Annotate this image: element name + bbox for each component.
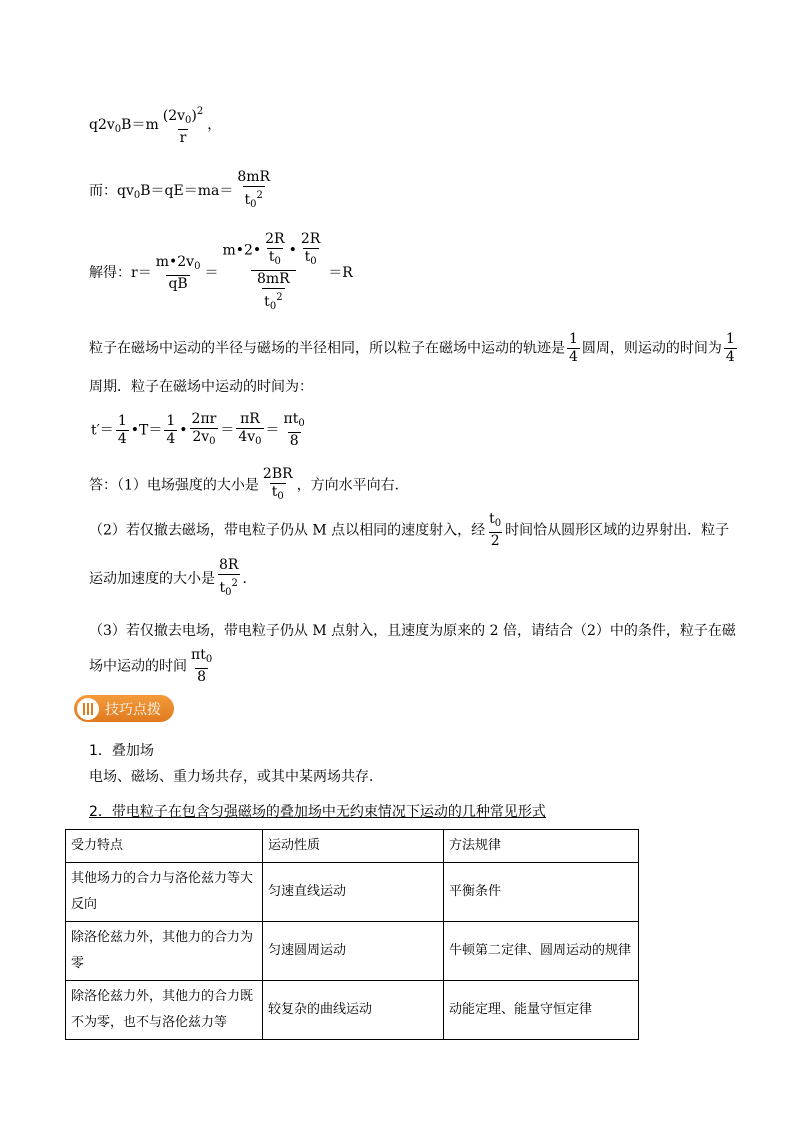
- table-cell: 其他场力的合力与洛伦兹力等大反向: [66, 863, 263, 922]
- table-header-cell: 受力特点: [66, 830, 263, 863]
- table-cell: 匀速直线运动: [263, 863, 444, 922]
- table-cell: 除洛伦兹力外，其他力的合力为零: [66, 922, 263, 981]
- table-row: [66, 981, 639, 1040]
- table-cell: 动能定理、能量守恒定律: [444, 981, 639, 1040]
- equation-3: 解得：r＝ $\frac{m•2v_0}{qB}$ ＝ m•2• $\frac{2R}{t_0}$ • $\frac{2R}{t_0}$ $\frac{8mR}{t_0^2}$ ＝R: [89, 231, 353, 312]
- tips-badge: [74, 695, 174, 722]
- paragraph-1b: 周期．粒子在磁场中运动的时间为：: [89, 379, 313, 395]
- paragraph-1: 粒子在磁场中运动的半径与磁场的半径相同，所以粒子在磁场中运动的轨迹是 $\frac{1}{4}$ 圆周，则运动的时间为 $\frac{1}{4}$: [89, 331, 735, 365]
- answer-2: （2）若仅撤去磁场，带电粒子仍从 M 点以相同的速度射入，经 $\frac{t_0}{2}$ 时间恰从圆形区域的边界射出．粒子: [89, 511, 730, 549]
- motion-table: [65, 829, 639, 1040]
- answer-3: （3）若仅撤去电场，带电粒子仍从 M 点射入，且速度为原来的 2 倍，请结合（2）中的条件，粒子在磁: [89, 623, 736, 639]
- table-cell: 牛顿第二定律、圆周运动的规律: [444, 922, 639, 981]
- table-header-row: [66, 830, 639, 863]
- section-1-body: 电场、磁场、重力场共存，或其中某两场共存．: [89, 769, 383, 785]
- table-header-cell: 运动性质: [263, 830, 444, 863]
- table-cell: 平衡条件: [444, 863, 639, 922]
- table-cell: 除洛伦兹力外，其他力的合力既不为零，也不与洛伦兹力等: [66, 981, 263, 1040]
- answer-1: 答：（1）电场强度的大小是 $\frac{2BR}{t_0}$ ，方向水平向右．: [89, 466, 409, 502]
- section-2-title: 2．带电粒子在包含匀强磁场的叠加场中无约束情况下运动的几种常见形式: [89, 804, 546, 820]
- table-cell: 较复杂的曲线运动: [263, 981, 444, 1040]
- table-row: [66, 922, 639, 981]
- table-row: [66, 863, 639, 922]
- equation-4: t′＝ $\frac{1}{4}$ •T＝ $\frac{1}{4}$ • $\frac{2\pi r}{2v_0}$ ＝ $\frac{\pi R}{4v_0}$ ＝ $\frac{\pi t_0}{8}$: [91, 411, 305, 449]
- tips-badge-label: 技巧点拨: [105, 701, 161, 718]
- books-icon: [77, 698, 99, 720]
- answer-3b: 场中运动的时间 $\frac{\pi t_0}{8}$: [89, 647, 213, 685]
- equation-1: $q2v_0B=m$ $\frac{(2v_0)^2}{r}$ ，: [89, 106, 222, 146]
- table-header-cell: 方法规律: [444, 830, 639, 863]
- table-cell: 匀速圆周运动: [263, 922, 444, 981]
- answer-2b: 运动加速度的大小是 $\frac{8R}{t_0^2}$ ．: [89, 557, 257, 598]
- equation-2: 而：$qv_0B=qE=ma=$ $\frac{8mR}{t_0^2}$: [89, 169, 271, 210]
- section-1-title: 1．叠加场: [89, 743, 154, 759]
